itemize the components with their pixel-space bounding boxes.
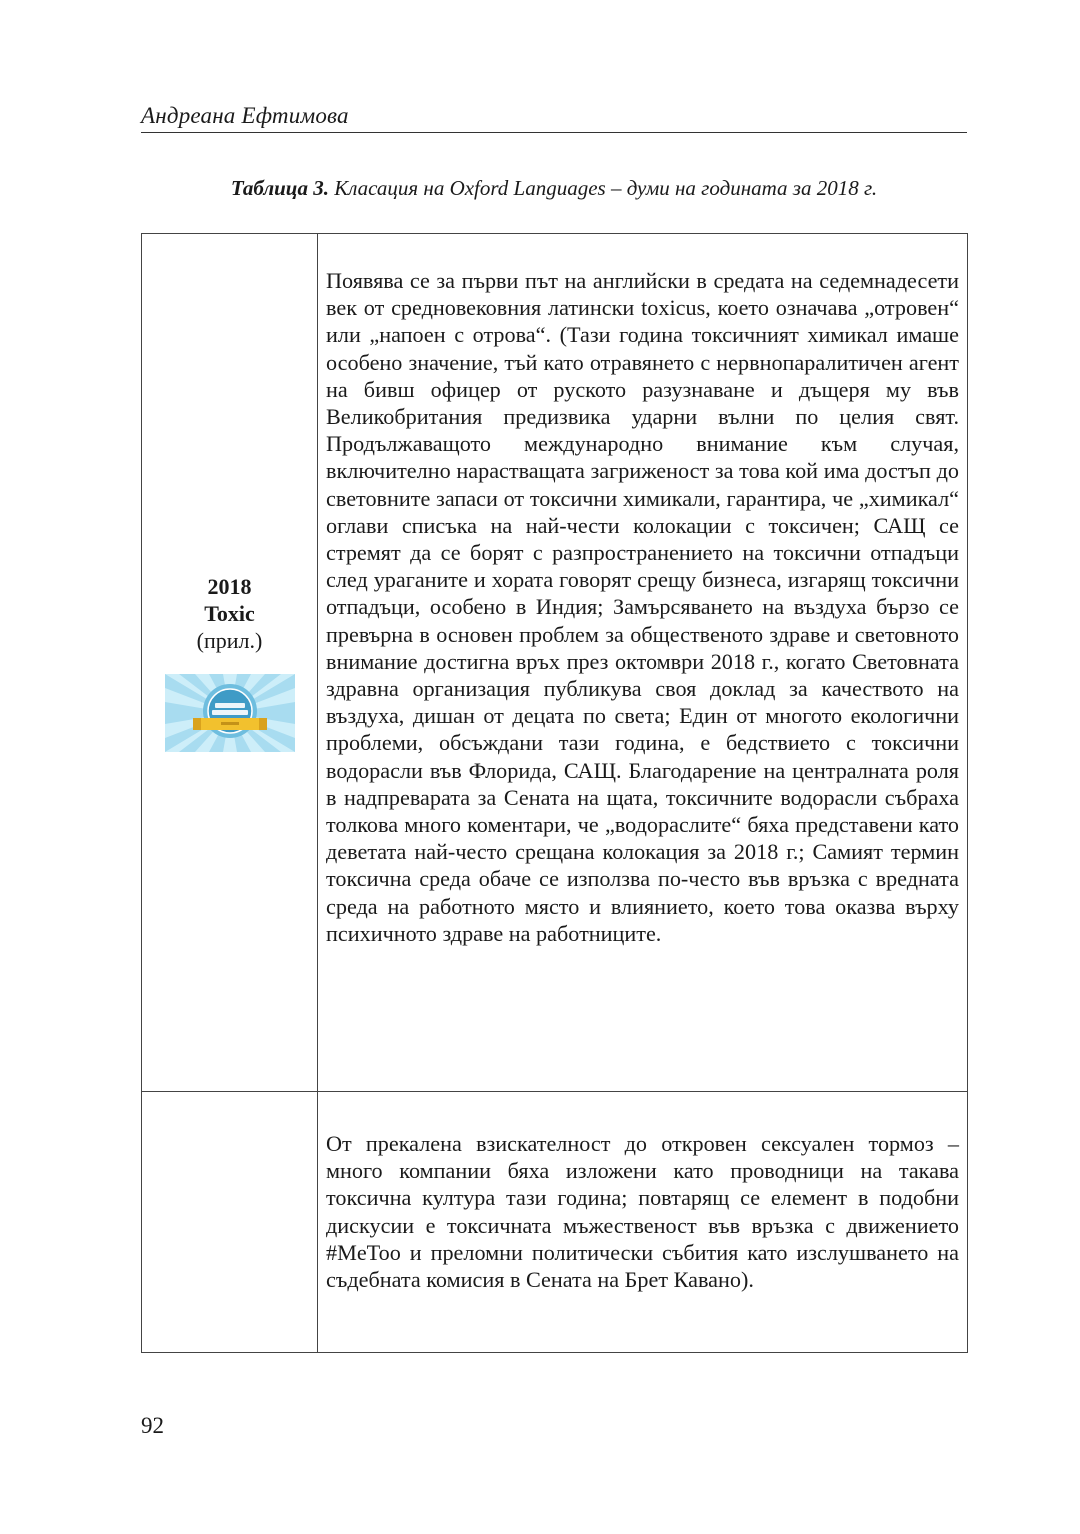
word-cell — [142, 234, 318, 1092]
words-table — [141, 233, 968, 1353]
table-caption — [141, 176, 967, 201]
word-of-the-year-badge-icon — [165, 674, 295, 752]
table-caption-label: Таблица 3. — [230, 176, 329, 200]
description-cell — [318, 234, 968, 1092]
word-description-continued: От прекалена взискателност до откровен сексуален тормоз – много компании бяха изложени като проводници на такава токсична култура тази година; повтарящ се елемент в подобни дискусии е токсичната мъжественост във връзка с движението #MeToo и преломни политически събития като изслушването на съдебната комисия в Сената на Брет Кавано). — [326, 1131, 959, 1293]
running-header — [141, 102, 967, 133]
word-year: 2018 — [207, 574, 252, 599]
table-row — [142, 1092, 968, 1353]
author-name: Андреана Ефтимова — [141, 103, 349, 128]
word-cell-empty — [142, 1092, 318, 1353]
table-caption-text: Класация на Oxford Languages – думи на годината за 2018 г. — [329, 176, 878, 200]
word-title: Toxic — [204, 601, 255, 626]
table-row — [142, 234, 968, 1092]
page-number: 92 — [141, 1413, 164, 1438]
word-description: Появява се за първи път на английски в средата на седемнадесети век от средновековния латински toxicus, което означава „отровен“ или „напоен с отрова“. (Тази година токсичният химикал имаше особено значение, тъй като отравянето с нервнопаралитичен агент на бивш офицер от руското разузнаване и дъщеря му във Великобритания предизвика ударни вълни по целия свят. Продължаващото международно внимание към случая, включително нарастващата загриженост за това кой има достъп до световните запаси от токсични химикали, гарантира, че „химикал“ оглави списъка на най-чести колокации с токсичен; САЩ се стремят да се борят с разпространението на токсични отпадъци след ураганите и хората говорят срещу бизнеса, изгарящ токсични отпадъци, особено в Индия; Замърсяването на въздуха бързо се превърна в основен проблем за общественото здраве и световното внимание достигна връх през октомври 2018 г., когато Световната здравна организация публикува своя доклад за качеството на въздуха, дишан от децата по света; Един от многото екологични проблеми, обсъждани тази година, е бедствието с токсични водорасли във Флорида, САЩ. Благодарение на централната роля в надпреварата за Сената на щата, токсичните водорасли събраха толкова много коментари, че „водораслите“ бяха представени като деветата най-често срещана колокация за 2018 г.; Самият термин токсична среда обаче се използва по-често във връзка с вредната среда на работното място и влиянието, което това оказва върху психичното здраве на работниците. — [326, 268, 959, 946]
word-part-of-speech: (прил.) — [196, 628, 263, 653]
description-cell — [318, 1092, 968, 1353]
